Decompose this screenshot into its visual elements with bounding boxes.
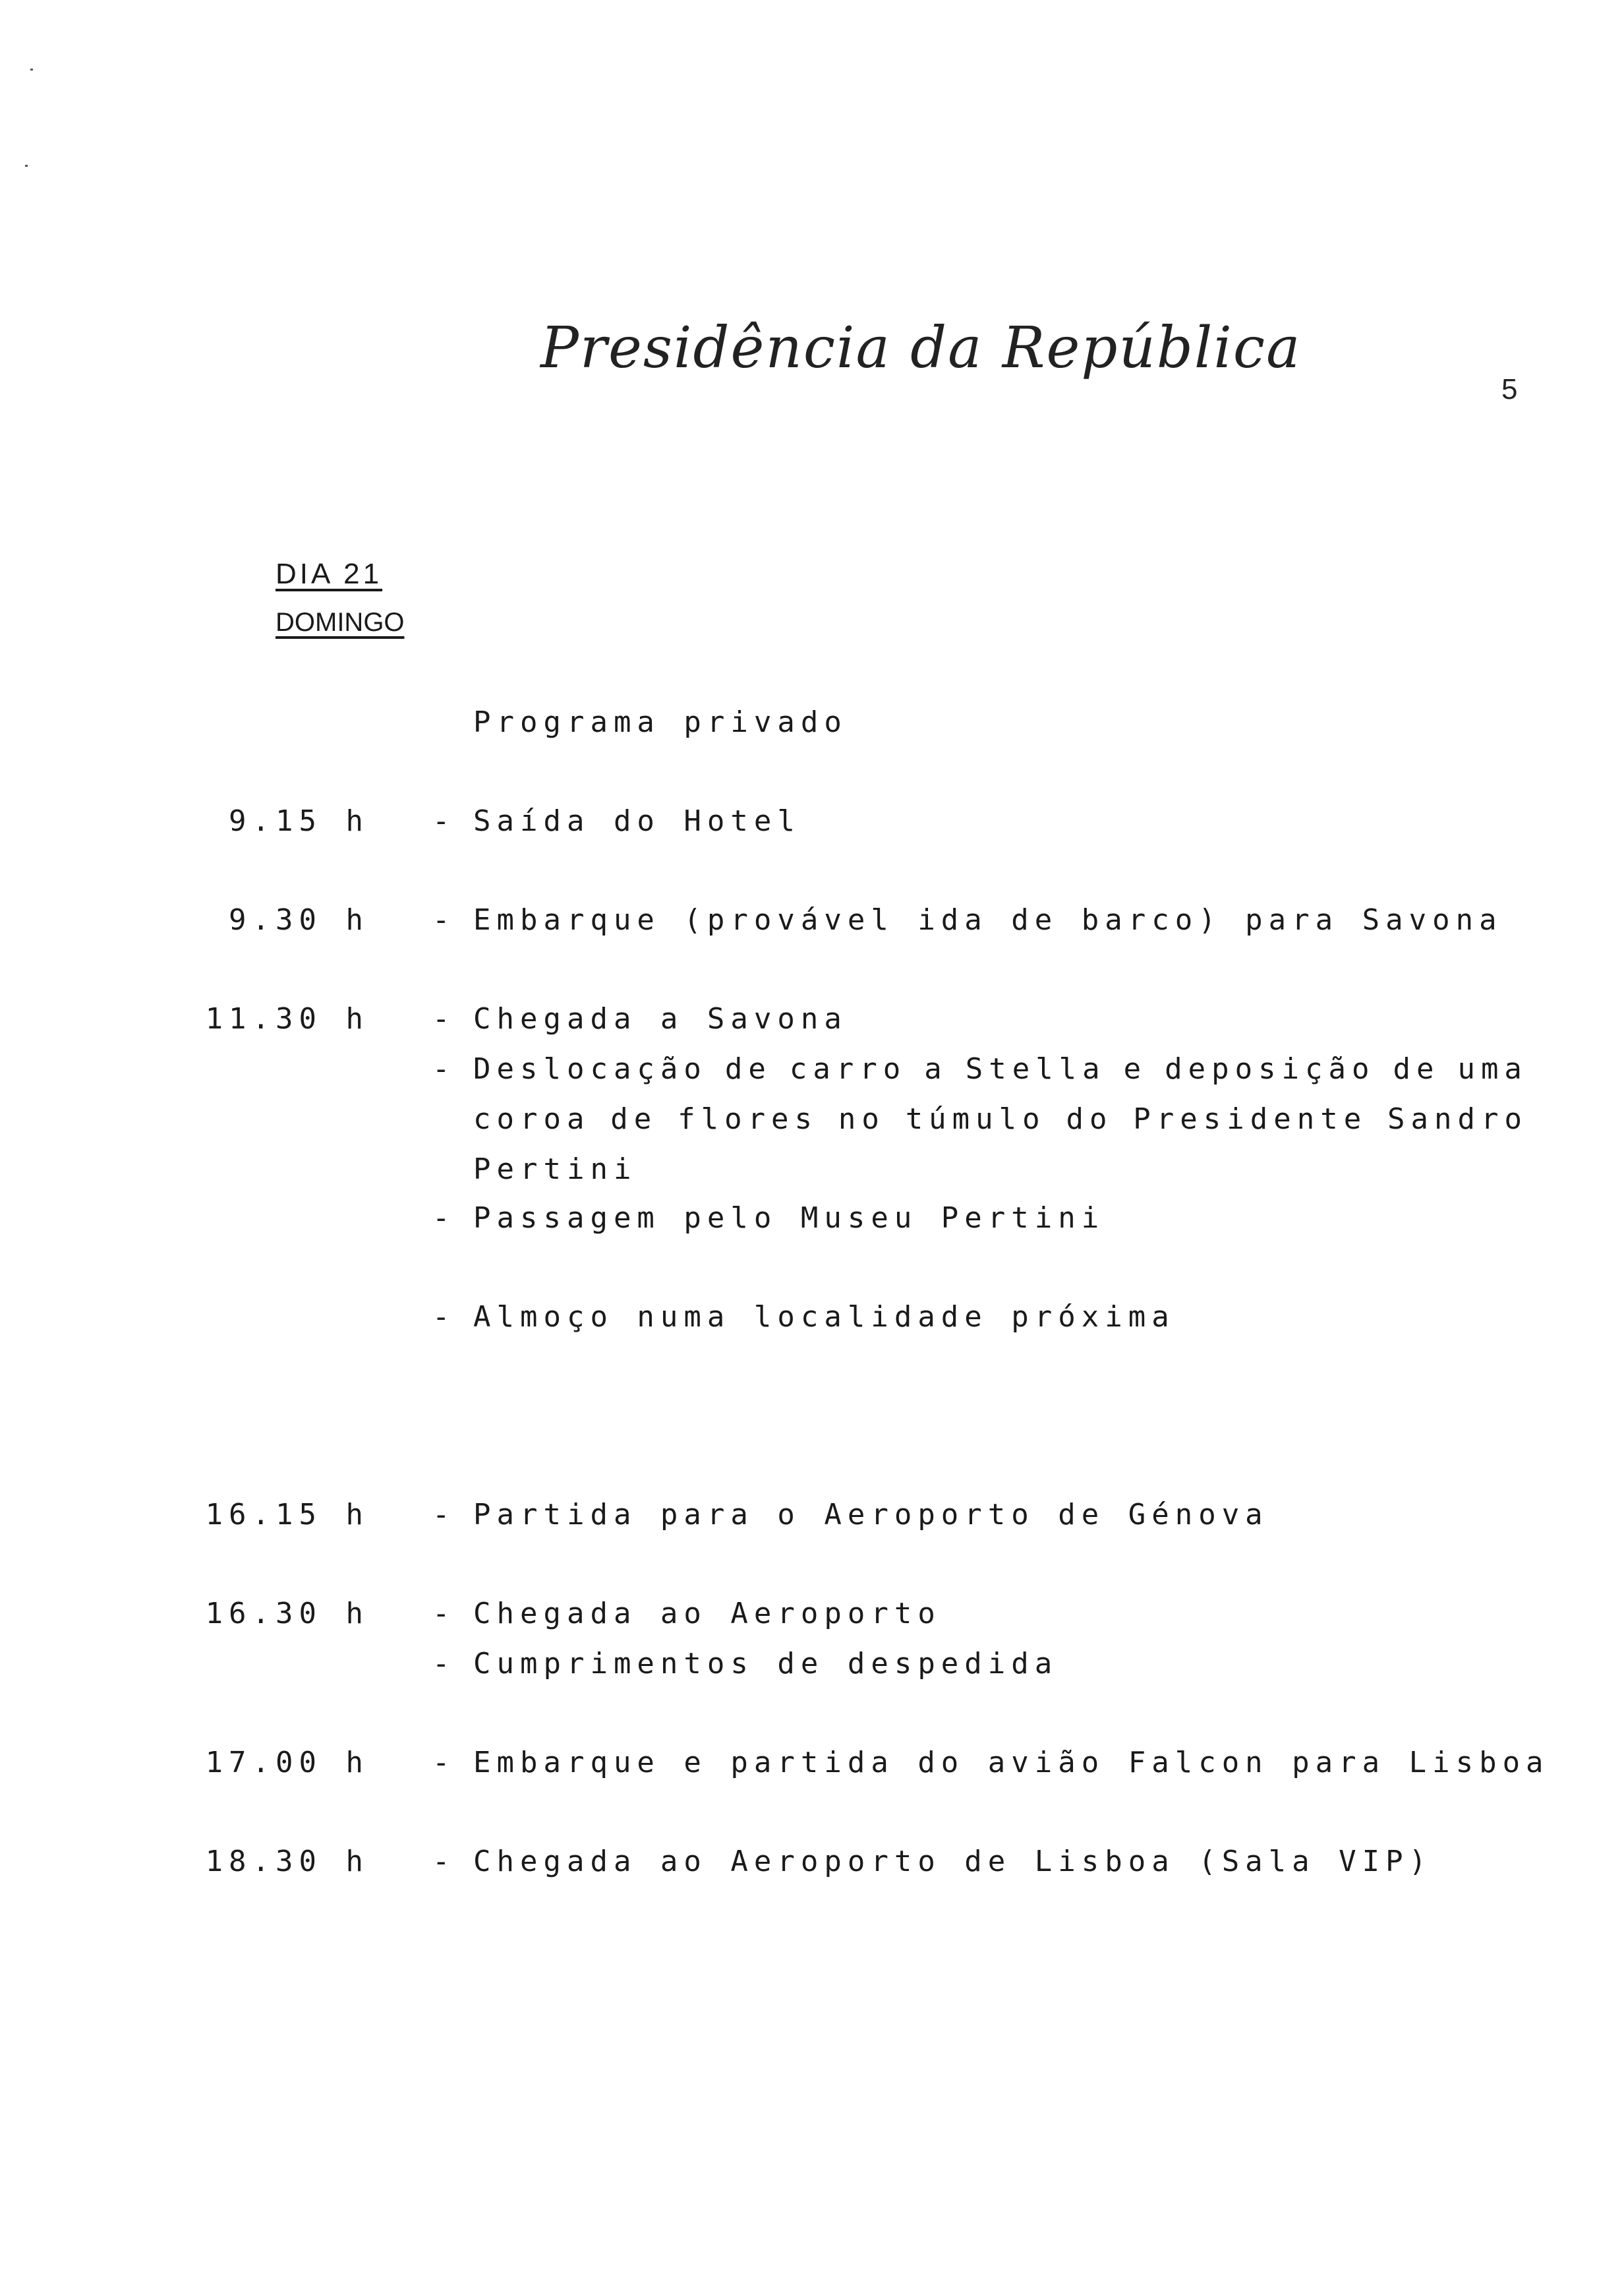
word: Presidente [1133, 1102, 1368, 1136]
sub-item-dash: - [432, 1300, 456, 1334]
word: carro [789, 1052, 907, 1086]
sub-item-dash: - [432, 1201, 456, 1235]
word: túmulo [905, 1102, 1046, 1136]
schedule-time: 16.15 h [205, 1498, 369, 1531]
letterhead-title: Presidência da República [540, 315, 1302, 381]
deslocacao-line-2 [473, 1102, 1528, 1136]
word: do [1066, 1102, 1113, 1136]
sub-item-text: Passagem pelo Museu Pertini [473, 1201, 1105, 1235]
word: coroa [473, 1102, 591, 1136]
schedule-dash: - [432, 1746, 456, 1779]
schedule-dash: - [432, 1597, 456, 1630]
schedule-text: Embarque (provável ida de barco) para Savona [473, 903, 1503, 937]
schedule-time: 9.15 h [229, 804, 369, 838]
schedule-time: 17.00 h [205, 1746, 369, 1779]
word: e [1123, 1052, 1147, 1086]
page-number: 5 [1501, 373, 1518, 405]
schedule-text: Partida para o Aeroporto de Génova [473, 1498, 1269, 1531]
scan-speck [30, 69, 33, 71]
sub-item-text: Cumprimentos de despedida [473, 1647, 1058, 1680]
intro-text: Programa privado [473, 705, 848, 739]
word: Stella [965, 1052, 1106, 1086]
schedule-text: Chegada a Savona [473, 1002, 848, 1036]
word: Deslocação [473, 1052, 707, 1086]
schedule-text: Embarque e partida do avião Falcon para Lisboa [473, 1746, 1550, 1779]
schedule-text: Chegada ao Aeroporto de Lisboa (Sala VIP) [473, 1845, 1433, 1878]
word: de [610, 1102, 658, 1136]
word: deposição [1165, 1052, 1376, 1086]
word: uma [1457, 1052, 1528, 1086]
schedule-time: 18.30 h [205, 1845, 369, 1878]
schedule-dash: - [432, 1498, 456, 1531]
word: flores [678, 1102, 819, 1136]
word: Sandro [1387, 1102, 1528, 1136]
word: no [838, 1102, 885, 1136]
schedule-time: 11.30 h [205, 1002, 369, 1036]
schedule-text: Saída do Hotel [473, 804, 801, 838]
weekday-label: DOMINGO [276, 608, 405, 637]
schedule-dash: - [432, 1002, 456, 1036]
sub-item-text: Almoço numa localidade próxima [473, 1300, 1175, 1334]
word: a [924, 1052, 948, 1086]
word: de [1393, 1052, 1440, 1086]
schedule-time: 16.30 h [205, 1597, 369, 1630]
deslocacao-line-3: Pertini [473, 1152, 637, 1186]
word: de [724, 1052, 772, 1086]
schedule-dash: - [432, 1845, 456, 1878]
scan-speck [25, 165, 28, 167]
sub-item-dash: - [432, 1052, 456, 1086]
schedule-text: Chegada ao Aeroporto [473, 1597, 941, 1630]
deslocacao-line-1 [473, 1052, 1528, 1086]
day-label: DIA 21 [276, 558, 383, 590]
schedule-time: 9.30 h [229, 903, 369, 937]
sub-item-dash: - [432, 1647, 456, 1680]
schedule-dash: - [432, 903, 456, 937]
schedule-dash: - [432, 804, 456, 838]
